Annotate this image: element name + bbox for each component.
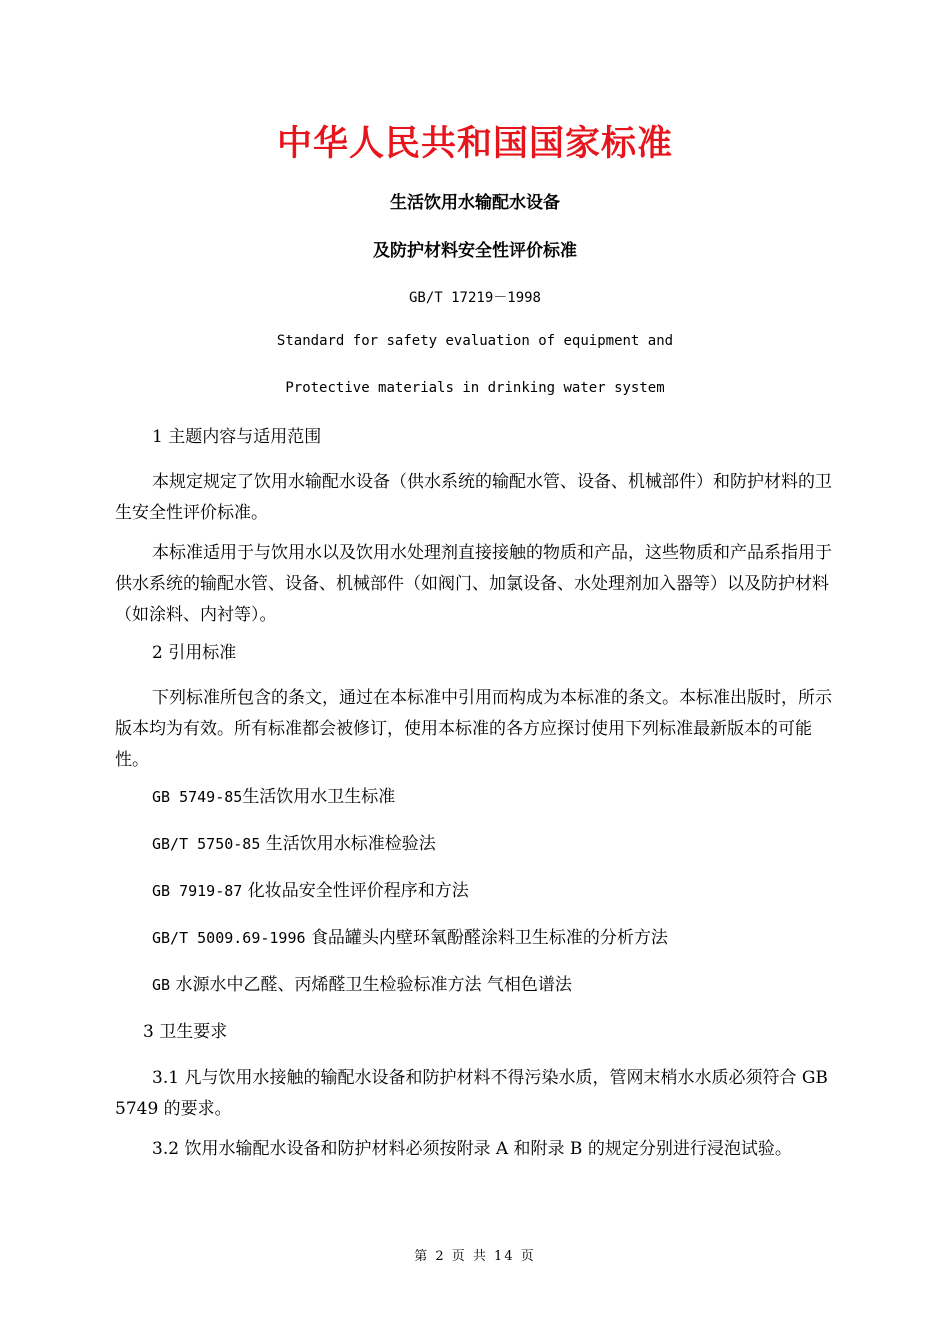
standard-code: GB/T 17219－1998: [408, 290, 541, 306]
reference-title: 化妆品安全性评价程序和方法: [242, 881, 469, 901]
subtitle-line-1: 生活饮用水输配水设备: [390, 193, 560, 213]
section-2-heading: 2 引用标准: [152, 643, 237, 663]
reference-item: [152, 876, 469, 907]
section-3-paragraph-2: 3.2 饮用水输配水设备和防护材料必须按附录 A 和附录 B 的规定分别进行浸泡试验。: [152, 1139, 792, 1159]
section-2-paragraph-1: 下列标准所包含的条文，通过在本标准中引用而构成为本标准的条文。本标准出版时，所示版本均为有效。所有标准都会被修订，使用本标准的各方应探讨使用下列标准最新版本的可能性。: [115, 688, 832, 770]
english-title-line-1: Standard for safety evaluation of equipment and: [276, 333, 674, 349]
reference-code: GB/T 5750-85: [152, 835, 261, 853]
section-1-paragraph-1: 本规定规定了饮用水输配水设备（供水系统的输配水管、设备、机械部件）和防护材料的卫生安全性评价标准。: [115, 472, 832, 523]
reference-title: 食品罐头内壁环氧酚醛涂料卫生标准的分析方法: [305, 928, 668, 948]
reference-code: GB 7919-87: [152, 882, 243, 900]
section-3-heading: 3 卫生要求: [143, 1022, 228, 1042]
section-1-heading: 1 主题内容与适用范围: [152, 427, 322, 447]
reference-code: GB 5749-85: [152, 788, 243, 806]
reference-item: [152, 970, 572, 1001]
reference-title: 生活饮用水标准检验法: [260, 834, 436, 854]
section-1-paragraph-2: 本标准适用于与饮用水以及饮用水处理剂直接接触的物质和产品，这些物质和产品系指用于供水系统的输配水管、设备、机械部件（如阀门、加氯设备、水处理剂加入器等）以及防护材料（如涂料、内衬等）。: [115, 543, 832, 625]
reference-code: GB: [152, 976, 171, 994]
main-title: 中华人民共和国国家标准: [276, 123, 673, 164]
reference-item: [152, 923, 668, 954]
reference-item: [152, 782, 395, 813]
english-title-line-2: Protective materials in drinking water system: [285, 380, 665, 396]
reference-code: GB/T 5009.69-1996: [152, 929, 306, 947]
reference-item: [152, 829, 436, 860]
reference-title: 生活饮用水卫生标准: [242, 787, 396, 807]
subtitle-line-2: 及防护材料安全性评价标准: [373, 241, 577, 261]
reference-title: 水源水中乙醛、丙烯醛卫生检验标准方法 气相色谱法: [170, 975, 572, 995]
section-3-paragraph-1: 3.1 凡与饮用水接触的输配水设备和防护材料不得污染水质，管网末梢水水质必须符合 GB 5749 的要求。: [115, 1068, 828, 1119]
page-number-footer: 第 2 页 共 14 页: [414, 1249, 536, 1264]
